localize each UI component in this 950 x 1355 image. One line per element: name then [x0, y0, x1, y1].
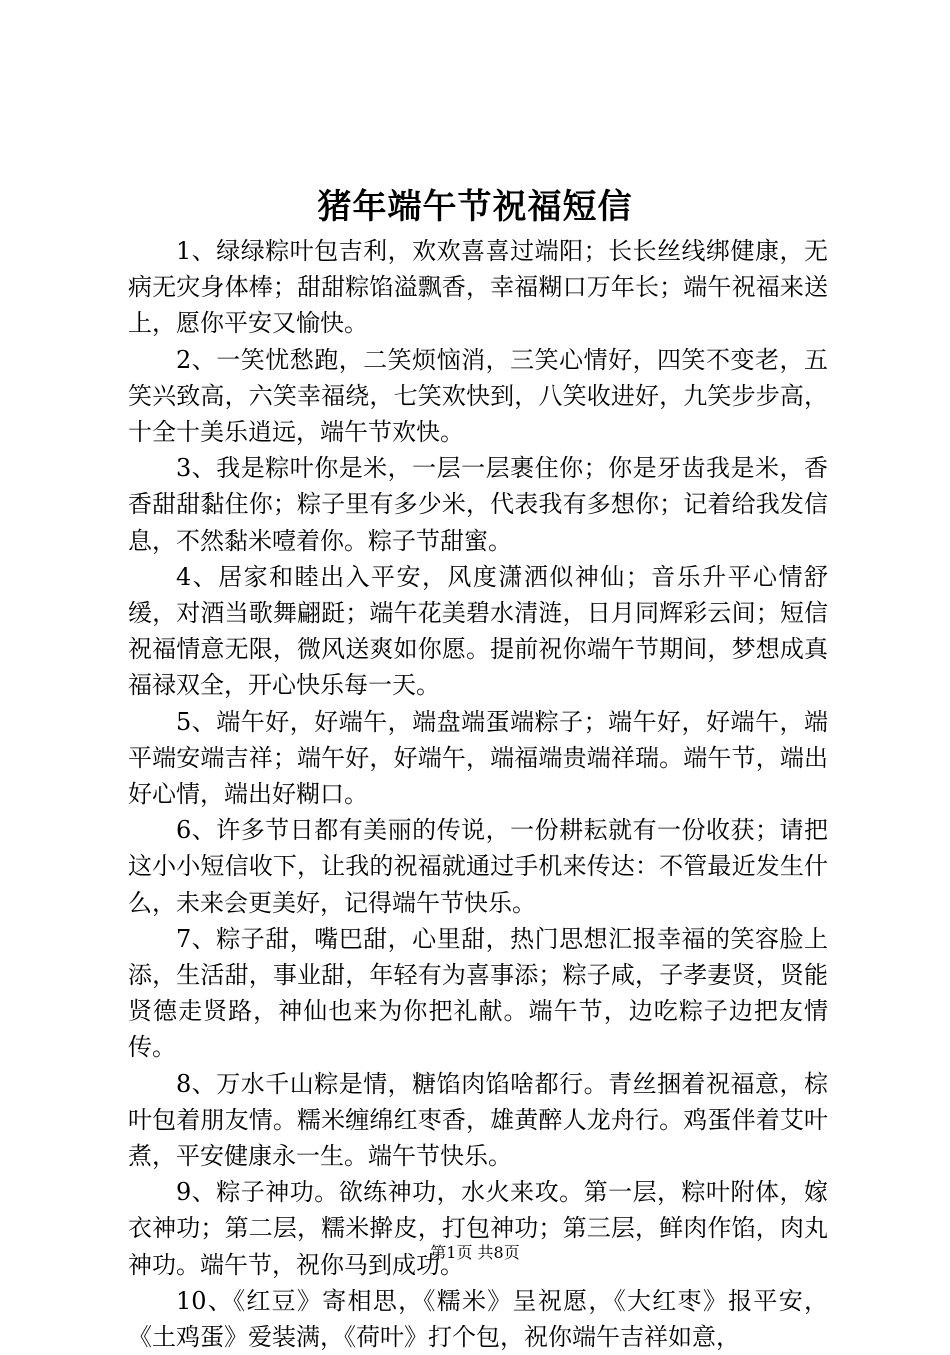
paragraph: 3、我是粽叶你是米，一层一层裹住你；你是牙齿我是米，香香甜甜黏住你；粽子里有多少米，代表我有多想你；记着给我发信息，不然黏米噎着你。粽子节甜蜜。 — [128, 454, 828, 555]
page-footer: 第1页 共8页 — [430, 1243, 520, 1262]
document-body — [128, 233, 828, 1355]
paragraph: 7、粽子甜，嘴巴甜，心里甜，热门思想汇报幸福的笑容脸上添，生活甜，事业甜，年轻有为喜事添；粽子咸，子孝妻贤，贤能贤德走贤路，神仙也来为你把礼献。端午节，边吃粽子边把友情传。 — [128, 924, 828, 1062]
paragraph: 9、粽子神功。欲练神功，水火来攻。第一层，粽叶附体，嫁衣神功；第二层，糯米擀皮，打包神功；第三层，鲜肉作馅，肉丸神功。端午节，祝你马到成功。 — [128, 1178, 828, 1279]
paragraph: 2、一笑忧愁跑，二笑烦恼消，三笑心情好，四笑不变老，五笑兴致高，六笑幸福绕，七笑欢快到，八笑收进好，九笑步步高，十全十美乐逍远，端午节欢快。 — [128, 345, 828, 447]
paragraph: 8、万水千山粽是情，糖馅肉馅啥都行。青丝捆着祝福意，棕叶包着朋友情。糯米缠绵红枣香，雄黄醉人龙舟行。鸡蛋伴着艾叶煮，平安健康永一生。端午节快乐。 — [128, 1069, 828, 1171]
page-title: 猪年端午节祝福短信 — [317, 187, 633, 227]
paragraph: 5、端午好，好端午，端盘端蛋端粽子；端午好，好端午，端平端安端吉祥；端午好，好端午，端福端贵端祥瑞。端午节，端出好心情，端出好糊口。 — [128, 707, 828, 809]
paragraph: 4、居家和睦出入平安，风度潇洒似神仙；音乐升平心情舒缓，对酒当歌舞翩跹；端午花美碧水清涟，日月同辉彩云间；短信祝福情意无限，微风送爽如你愿。提前祝你端午节期间，梦想成真福禄双全，开心快乐每一天。 — [128, 562, 828, 700]
paragraph: 1、绿绿粽叶包吉利，欢欢喜喜过端阳；长长丝线绑健康，无病无灾身体棒；甜甜粽馅溢飘香，幸福糊口万年长；端午祝福来送上，愿你平安又愉快。 — [128, 237, 828, 338]
paragraph: 10、《红豆》寄相思，《糯米》呈祝愿，《大红枣》报平安，《土鸡蛋》爱装满，《荷叶》打个包，祝你端午吉祥如意， — [128, 1286, 828, 1352]
paragraph: 6、许多节日都有美丽的传说，一份耕耘就有一份收获；请把这小小短信收下，让我的祝福就通过手机来传达：不管最近发生什么，未来会更美好，记得端午节快乐。 — [128, 816, 828, 917]
